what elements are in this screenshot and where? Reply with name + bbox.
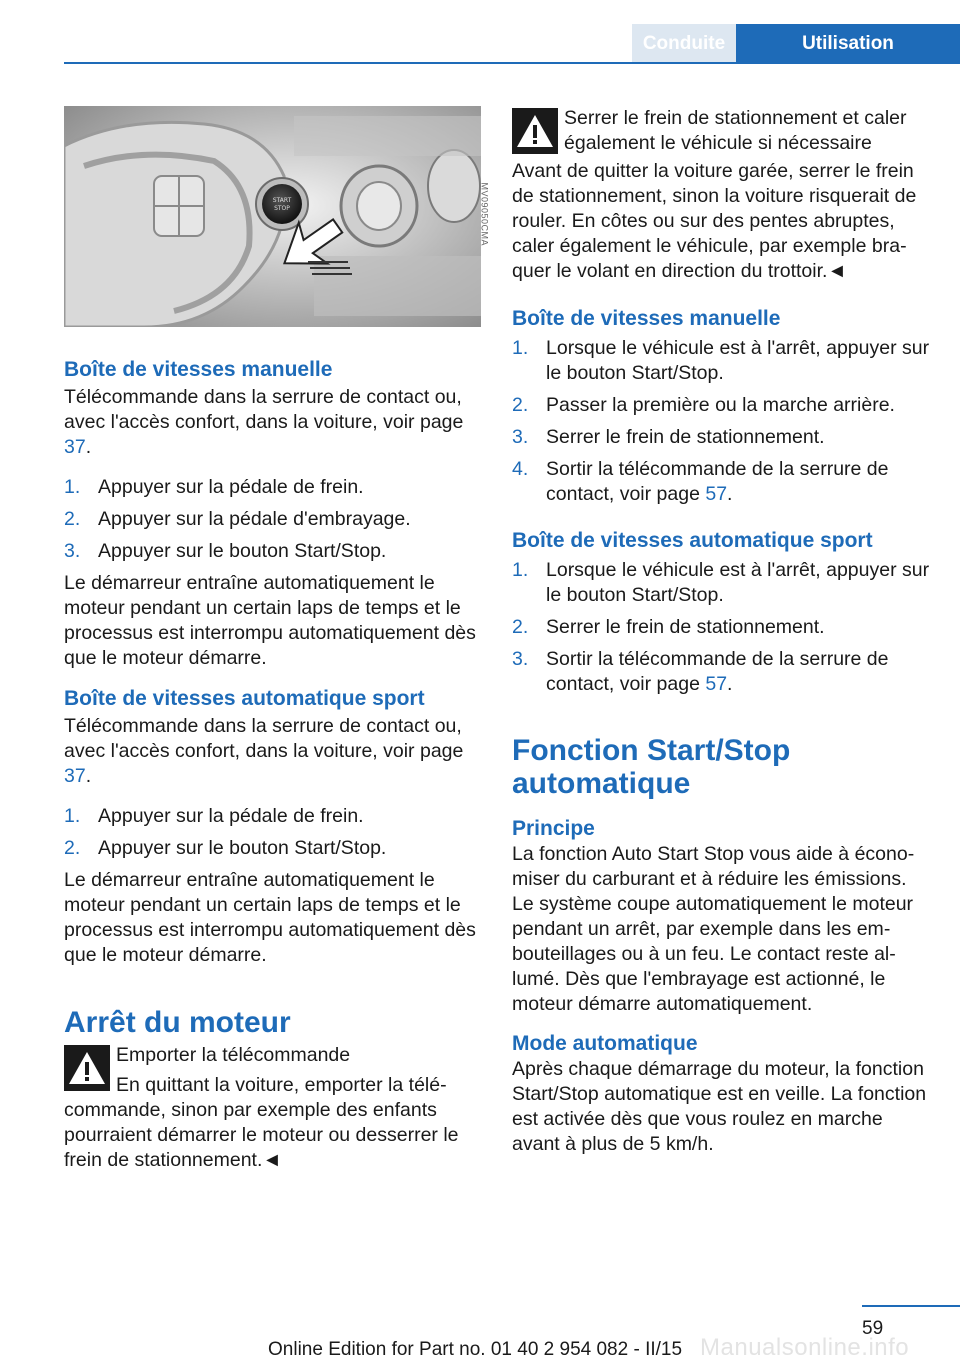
- start-stop-button-photo: [64, 106, 490, 327]
- list-item: 2. Serrer le frein de stationnement.: [512, 616, 825, 638]
- button-label: START: [272, 197, 292, 204]
- list-item: 3. Serrer le frein de stationnement.: [512, 426, 825, 448]
- watermark: Manualsonline.info: [700, 1334, 910, 1361]
- list-item: 3. Sortir la télécommande de la serrure de contact, voir page 57.: [512, 648, 889, 695]
- chapter-title-autostop: Fonction Start/Stop automatique: [512, 734, 791, 800]
- list-item: 1. Appuyer sur la pédale de frein.: [64, 805, 364, 827]
- left-column: [64, 106, 490, 1173]
- tab-utilisation[interactable]: Utilisation: [736, 24, 960, 62]
- warning-title: Emporter la télécommande: [116, 1044, 351, 1066]
- warning-title: Serrer le frein de stationnement et caler également le véhicule si nécessaire: [564, 107, 907, 154]
- chapter-tabs: [632, 24, 960, 62]
- paragraph: Après chaque démarrage du moteur, la fonction Start/Stop automatique est en veille. La fonction est activée dès que vous roulez en marche avant à plus de 5 km/h.: [512, 1058, 927, 1155]
- header-rule: [64, 62, 960, 64]
- section-title-manual: Boîte de vitesses manuelle: [512, 307, 781, 330]
- paragraph: La fonction Auto Start Stop vous aide à économiser du carburant et à réduire les émissions. Le système coupe automatiquement le moteur pendant un arrêt, par exemple dans les embouteillages ou à un feu. Le contact reste allumé. Dès que l'embrayage est actionné, le moteur démarre automatiquement.: [512, 843, 915, 1015]
- chapter-title-stop: Arrêt du moteur: [64, 1006, 291, 1039]
- paragraph: Le démarreur entraîne automatiquement le moteur pendant un certain laps de temps et le processus est interrompu automatiquement dès que le moteur démarre.: [64, 869, 476, 966]
- warning-block: [512, 106, 932, 156]
- list-item: 1. Appuyer sur la pédale de frein.: [64, 476, 364, 498]
- list-item: 2. Passer la première ou la marche arrière.: [512, 394, 895, 416]
- list-item: 4. Sortir la télécommande de la serrure de contact, voir page 57.: [512, 458, 889, 505]
- image-code: MV09050CMA: [480, 182, 490, 246]
- page-link[interactable]: 37: [64, 436, 86, 458]
- paragraph: Télécommande dans la serrure de contact ou, avec l'accès confort, dans la voiture, voir page 37.: [64, 715, 464, 787]
- steps-list: [512, 336, 932, 507]
- warning-icon: [64, 1045, 110, 1091]
- footer-rule: [862, 1305, 960, 1307]
- warning-icon: [512, 108, 558, 154]
- warning-text: Avant de quitter la voiture garée, serrer le frein de stationnement, sinon la voiture risquerait de rouler. En côtes ou sur des pentes abruptes, caler également le véhicule, par exemple braquer le volant en direction du trottoir.◄: [512, 160, 917, 282]
- list-item: 1. Lorsque le véhicule est à l'arrêt, appuyer sur le bouton Start/Stop.: [512, 337, 930, 384]
- svg-text:STOP: STOP: [274, 205, 290, 212]
- page-link[interactable]: 57: [705, 673, 728, 695]
- paragraph: Le démarreur entraîne automatiquement le moteur pendant un certain laps de temps et le processus est interrompu automatiquement dès que le moteur démarre.: [64, 572, 476, 669]
- steps-list: [512, 558, 932, 697]
- right-column: [512, 106, 932, 1157]
- paragraph: Télécommande dans la serrure de contact ou, avec l'accès confort, dans la voiture, voir page 37.: [64, 386, 464, 458]
- page-link[interactable]: 57: [705, 483, 728, 505]
- list-item: 3. Appuyer sur le bouton Start/Stop.: [64, 540, 387, 562]
- section-title-manual: Boîte de vitesses manuelle: [64, 358, 333, 381]
- edition-footer: Online Edition for Part no. 01 40 2 954 082 - II/15: [268, 1339, 683, 1360]
- warning-text: En quittant la voiture, emporter la télécommande, sinon par exemple des enfants pourraient démarrer le moteur ou desserrer le frein de stationnement.◄: [64, 1074, 459, 1171]
- page-number: 59: [862, 1318, 884, 1339]
- tab-conduite[interactable]: Conduite: [632, 24, 736, 62]
- steps-list: [64, 804, 484, 861]
- list-item: 1. Lorsque le véhicule est à l'arrêt, appuyer sur le bouton Start/Stop.: [512, 559, 930, 606]
- list-item: 2. Appuyer sur le bouton Start/Stop.: [64, 837, 387, 859]
- dashboard-illustration: [64, 106, 481, 327]
- warning-block: [64, 1043, 484, 1068]
- section-title-principe: Principe: [512, 817, 595, 840]
- section-title-automatic: Boîte de vitesses automatique sport: [512, 529, 873, 552]
- steps-list: [64, 475, 484, 564]
- page-link[interactable]: 37: [64, 765, 86, 787]
- list-item: 2. Appuyer sur la pédale d'embrayage.: [64, 508, 411, 530]
- section-title-mode: Mode automatique: [512, 1032, 698, 1055]
- section-title-automatic: Boîte de vitesses automatique sport: [64, 687, 425, 710]
